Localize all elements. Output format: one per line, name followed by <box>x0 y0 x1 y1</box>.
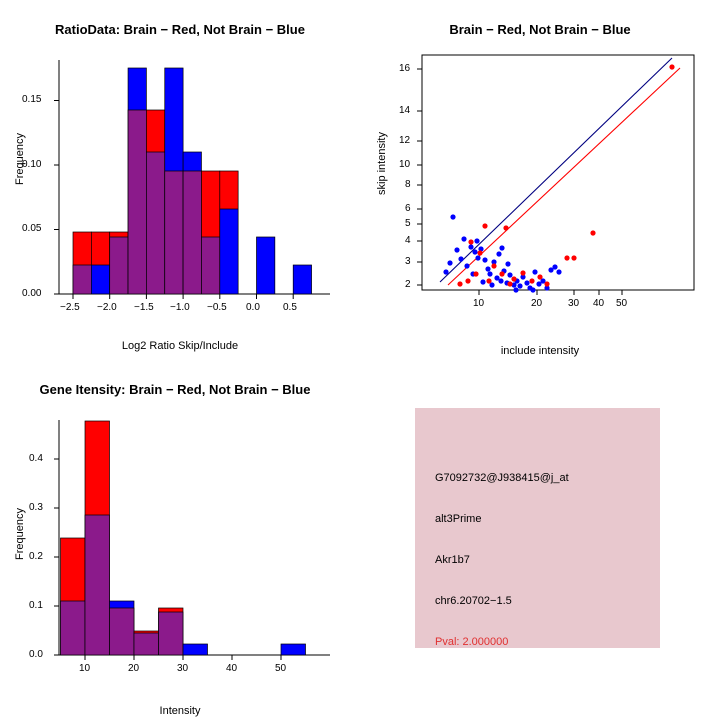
gene-hist-bars <box>61 421 306 655</box>
x-tick-3: −1.0 <box>170 302 190 313</box>
gene-x-tick-50: 50 <box>275 663 287 674</box>
scatter-x-tick-40: 40 <box>593 298 605 309</box>
gene-x-tick-30: 30 <box>177 663 189 674</box>
ratio-histogram-ylabel: Frequency <box>14 133 26 185</box>
scatter-y-tick-2: 2 <box>405 279 411 290</box>
gene-y-tick-0: 0.0 <box>29 649 43 660</box>
info-event-type: alt3Prime <box>435 513 482 525</box>
scatter-title: Brain − Red, Not Brain − Blue <box>449 22 631 37</box>
blue-fit-line <box>440 58 672 282</box>
scatter-x-tick-20: 20 <box>531 298 543 309</box>
ratio-histogram-title: RatioData: Brain − Red, Not Brain − Blue <box>55 22 305 37</box>
gene-histogram-ylabel: Frequency <box>14 508 26 560</box>
info-box <box>415 408 660 648</box>
red-fit-line <box>448 68 680 285</box>
scatter-y-tick-16: 16 <box>399 63 411 74</box>
gene-x-tick-10: 10 <box>79 663 91 674</box>
y-tick-2: 0.10 <box>22 159 42 170</box>
scatter-y-tick-8: 8 <box>405 179 411 190</box>
x-tick-4: −0.5 <box>207 302 227 313</box>
hist-bars <box>73 68 312 294</box>
info-probeset-id: G7092732@J938415@j_at <box>435 472 569 484</box>
scatter-x-tick-50: 50 <box>616 298 628 309</box>
red-points <box>457 64 674 286</box>
gene-y-tick-3: 0.3 <box>29 502 43 513</box>
gene-histogram-xlabel: Intensity <box>159 705 201 717</box>
scatter-panel <box>360 0 720 360</box>
ratio-histogram-xlabel: Log2 Ratio Skip/Include <box>121 340 239 352</box>
gene-y-tick-4: 0.4 <box>29 453 43 464</box>
scatter-y-tick-3: 3 <box>405 256 411 267</box>
y-tick-1: 0.05 <box>22 223 42 234</box>
gene-histogram-panel <box>0 360 360 720</box>
blue-points <box>443 214 561 292</box>
gene-y-tick-1: 0.1 <box>29 600 43 611</box>
info-locus: chr6.20702−1.5 <box>435 595 512 607</box>
ratio-histogram-panel <box>0 0 360 360</box>
gene-x-tick-40: 40 <box>226 663 238 674</box>
info-panel <box>360 360 720 720</box>
y-tick-3: 0.15 <box>22 94 42 105</box>
scatter-x-tick-30: 30 <box>568 298 580 309</box>
scatter-y-tick-5: 5 <box>405 218 411 229</box>
info-gene-symbol: Akr1b7 <box>435 554 470 566</box>
scatter-xlabel: include intensity <box>500 345 580 357</box>
gene-x-tick-20: 20 <box>128 663 140 674</box>
scatter-y-tick-6: 6 <box>405 203 411 214</box>
gene-y-tick-2: 0.2 <box>29 551 43 562</box>
x-tick-6: 0.5 <box>283 302 297 313</box>
scatter-ylabel: skip intensity <box>376 132 388 195</box>
info-pval: Pval: 2.000000 <box>435 636 509 648</box>
scatter-y-tick-12: 12 <box>399 135 411 146</box>
scatter-y-tick-4: 4 <box>405 235 411 246</box>
scatter-y-tick-10: 10 <box>399 159 411 170</box>
x-tick-5: 0.0 <box>246 302 260 313</box>
y-tick-0: 0.00 <box>22 288 42 299</box>
gene-histogram-title: Gene Itensity: Brain − Red, Not Brain − Blue <box>39 382 311 397</box>
x-tick-0: −2.5 <box>60 302 80 313</box>
scatter-y-tick-14: 14 <box>399 105 411 116</box>
x-tick-2: −1.5 <box>134 302 154 313</box>
scatter-x-tick-10: 10 <box>473 298 485 309</box>
x-tick-1: −2.0 <box>97 302 117 313</box>
